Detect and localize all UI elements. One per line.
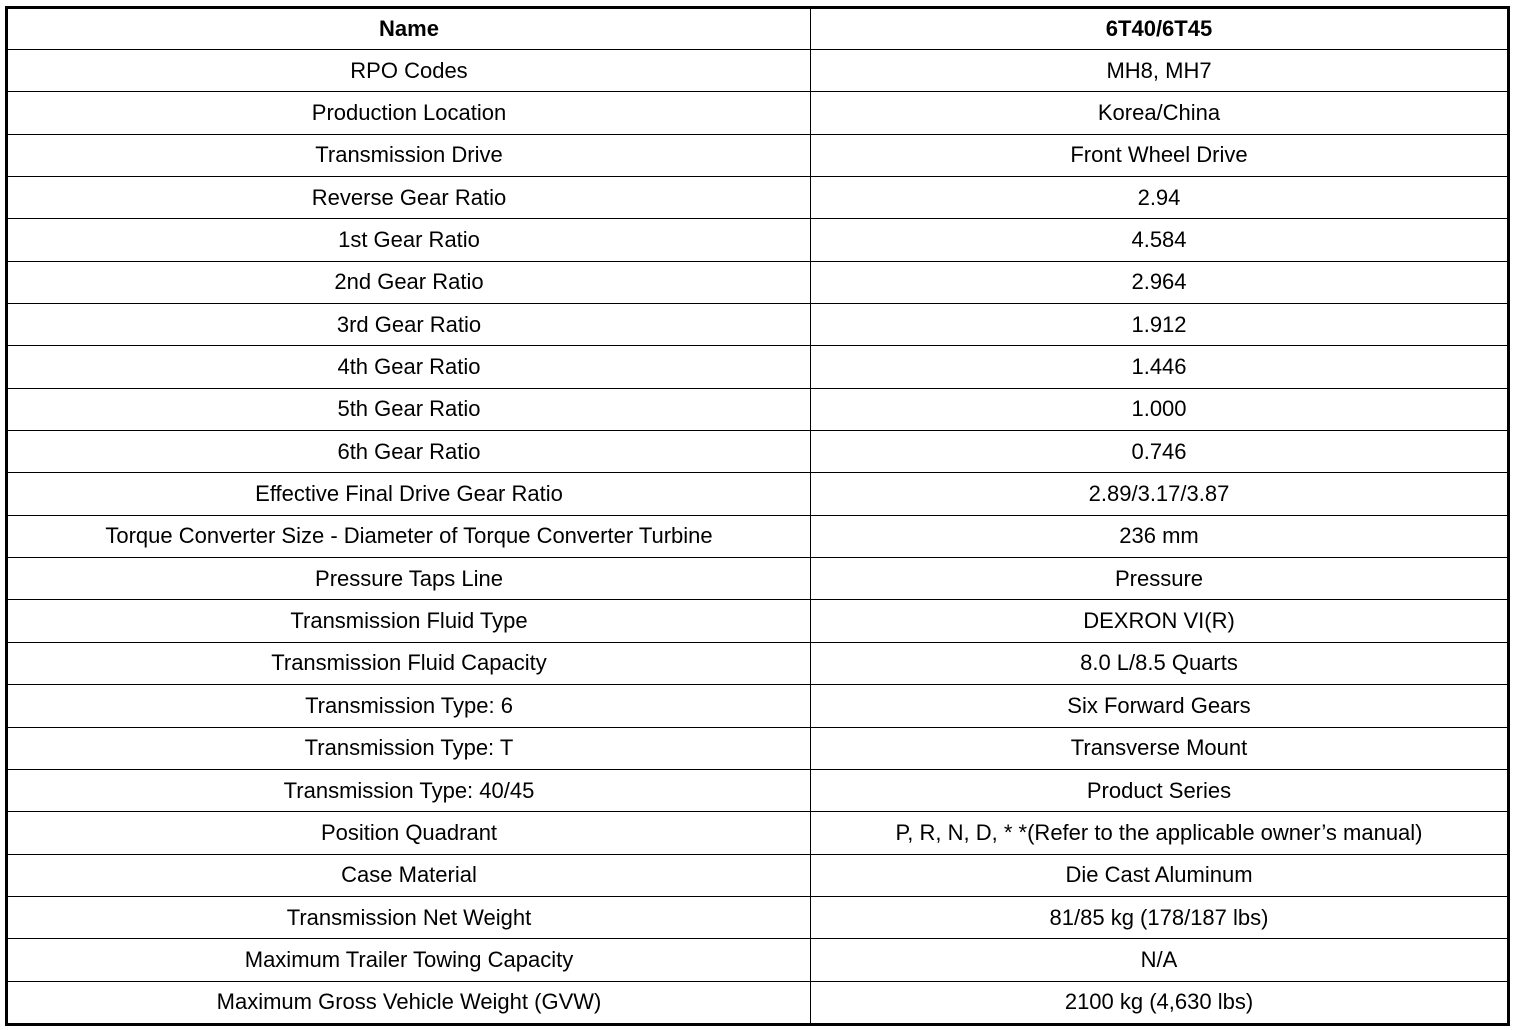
spec-value-cell: Die Cast Aluminum (811, 854, 1509, 896)
table-row (7, 134, 1509, 176)
spec-value-cell: Front Wheel Drive (811, 134, 1509, 176)
spec-name-cell: Transmission Type: 40/45 (7, 769, 811, 811)
table-row (7, 177, 1509, 219)
table-row (7, 92, 1509, 134)
spec-name-cell: Transmission Drive (7, 134, 811, 176)
spec-value-cell: P, R, N, D, * *(Refer to the applicable owner’s manual) (811, 812, 1509, 854)
spec-value-cell: Transverse Mount (811, 727, 1509, 769)
table-body (7, 50, 1509, 1025)
table-row (7, 685, 1509, 727)
table-row (7, 854, 1509, 896)
spec-value-cell: Six Forward Gears (811, 685, 1509, 727)
spec-value-cell: 2.89/3.17/3.87 (811, 473, 1509, 515)
spec-name-cell: 2nd Gear Ratio (7, 261, 811, 303)
table-row (7, 600, 1509, 642)
specifications-table (5, 6, 1510, 1026)
table-header-row (7, 8, 1509, 50)
spec-value-cell: Pressure (811, 558, 1509, 600)
spec-value-cell: 2.964 (811, 261, 1509, 303)
table-row (7, 304, 1509, 346)
table-row (7, 261, 1509, 303)
spec-value-cell: DEXRON VI(R) (811, 600, 1509, 642)
spec-name-cell: Transmission Fluid Capacity (7, 642, 811, 684)
spec-value-cell: 1.000 (811, 388, 1509, 430)
spec-name-cell: Position Quadrant (7, 812, 811, 854)
table-row (7, 727, 1509, 769)
spec-value-cell: 0.746 (811, 431, 1509, 473)
table-row (7, 388, 1509, 430)
spec-name-cell: 1st Gear Ratio (7, 219, 811, 261)
spec-value-cell: 8.0 L/8.5 Quarts (811, 642, 1509, 684)
spec-value-cell: 1.912 (811, 304, 1509, 346)
table-row (7, 219, 1509, 261)
spec-value-cell: 1.446 (811, 346, 1509, 388)
spec-name-cell: Case Material (7, 854, 811, 896)
table-row (7, 981, 1509, 1024)
table-row (7, 896, 1509, 938)
table-row (7, 769, 1509, 811)
spec-value-cell: 81/85 kg (178/187 lbs) (811, 896, 1509, 938)
spec-name-cell: 3rd Gear Ratio (7, 304, 811, 346)
table-row (7, 346, 1509, 388)
table-row (7, 431, 1509, 473)
spec-value-cell: MH8, MH7 (811, 50, 1509, 92)
spec-name-cell: Production Location (7, 92, 811, 134)
table-row (7, 642, 1509, 684)
spec-name-cell: Transmission Type: T (7, 727, 811, 769)
table-row (7, 558, 1509, 600)
spec-name-cell: Transmission Fluid Type (7, 600, 811, 642)
spec-value-cell: 4.584 (811, 219, 1509, 261)
spec-value-cell: 236 mm (811, 515, 1509, 557)
spec-name-cell: Maximum Gross Vehicle Weight (GVW) (7, 981, 811, 1024)
table-row (7, 473, 1509, 515)
spec-name-cell: Pressure Taps Line (7, 558, 811, 600)
spec-value-cell: 2.94 (811, 177, 1509, 219)
spec-name-cell: 5th Gear Ratio (7, 388, 811, 430)
spec-name-cell: 6th Gear Ratio (7, 431, 811, 473)
spec-name-cell: Effective Final Drive Gear Ratio (7, 473, 811, 515)
table-row (7, 50, 1509, 92)
spec-name-cell: Transmission Net Weight (7, 896, 811, 938)
spec-value-cell: Korea/China (811, 92, 1509, 134)
spec-value-cell: 2100 kg (4,630 lbs) (811, 981, 1509, 1024)
column-header-name: Name (7, 8, 811, 50)
spec-name-cell: 4th Gear Ratio (7, 346, 811, 388)
spec-name-cell: Torque Converter Size - Diameter of Torque Converter Turbine (7, 515, 811, 557)
spec-name-cell: Transmission Type: 6 (7, 685, 811, 727)
table-row (7, 515, 1509, 557)
table-row (7, 939, 1509, 981)
spec-value-cell: N/A (811, 939, 1509, 981)
table-row (7, 812, 1509, 854)
column-header-model: 6T40/6T45 (811, 8, 1509, 50)
spec-value-cell: Product Series (811, 769, 1509, 811)
spec-name-cell: Reverse Gear Ratio (7, 177, 811, 219)
spec-name-cell: RPO Codes (7, 50, 811, 92)
spec-name-cell: Maximum Trailer Towing Capacity (7, 939, 811, 981)
